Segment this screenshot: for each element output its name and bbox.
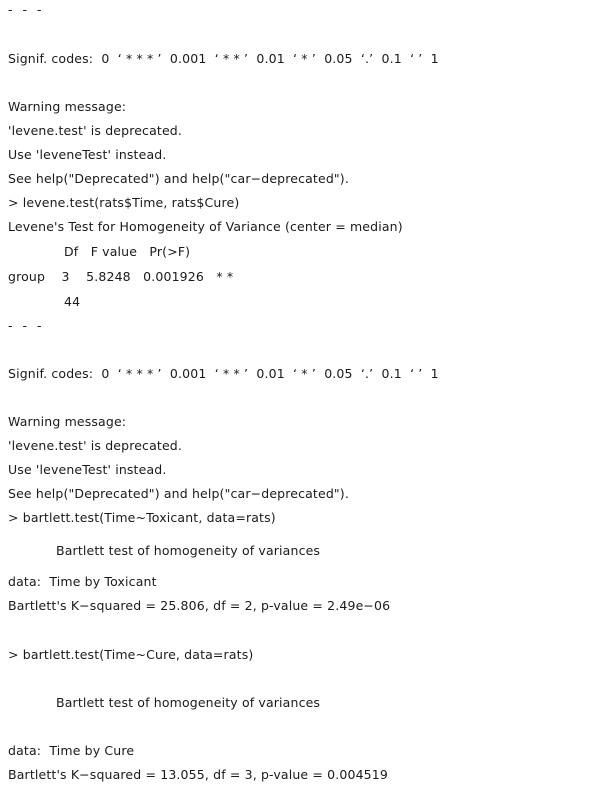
- bartlett-toxicant-title: Bartlett test of homogeneity of variances: [56, 543, 321, 558]
- signif-codes-line: Signif. codes: 0 ‘ * * * ’ 0.001 ‘ * * ’ 0.01 ‘ * ’ 0.05 ‘.’ 0.1 ‘ ’ 1: [8, 366, 439, 381]
- output-separator: - - -: [8, 318, 45, 333]
- command-bartlett-cure: > bartlett.test(Time~Cure, data=rats): [8, 647, 254, 662]
- bartlett-toxicant-result: Bartlett's K−squared = 25.806, df = 2, p-value = 2.49e−06: [8, 598, 391, 613]
- warning-header: Warning message:: [8, 99, 127, 114]
- warning-help-line: See help("Deprecated") and help("car−deprecated").: [8, 171, 349, 186]
- levene-table-header: Df F value Pr(>F): [64, 244, 191, 259]
- warning-deprecated-line: 'levene.test' is deprecated.: [8, 123, 182, 138]
- bartlett-cure-result: Bartlett's K−squared = 13.055, df = 3, p-value = 0.004519: [8, 767, 388, 782]
- levene-table-group-row: group 3 5.8248 0.001926 * *: [8, 269, 234, 284]
- output-separator: - - -: [8, 2, 45, 17]
- warning-use-instead-line: Use 'leveneTest' instead.: [8, 147, 167, 162]
- warning-help-line: See help("Deprecated") and help("car−deprecated").: [8, 486, 349, 501]
- warning-deprecated-line: 'levene.test' is deprecated.: [8, 438, 182, 453]
- command-bartlett-toxicant: > bartlett.test(Time~Toxicant, data=rats): [8, 510, 276, 525]
- warning-use-instead-line: Use 'leveneTest' instead.: [8, 462, 167, 477]
- warning-header: Warning message:: [8, 414, 127, 429]
- command-levene-test: > levene.test(rats$Time, rats$Cure): [8, 195, 240, 210]
- levene-title-line: Levene's Test for Homogeneity of Variance (center = median): [8, 219, 403, 234]
- bartlett-cure-title: Bartlett test of homogeneity of variances: [56, 695, 321, 710]
- bartlett-cure-data-line: data: Time by Cure: [8, 743, 135, 758]
- levene-table-residual-row: 44: [64, 294, 81, 309]
- signif-codes-line: Signif. codes: 0 ‘ * * * ’ 0.001 ‘ * * ’ 0.01 ‘ * ’ 0.05 ‘.’ 0.1 ‘ ’ 1: [8, 51, 439, 66]
- bartlett-toxicant-data-line: data: Time by Toxicant: [8, 574, 157, 589]
